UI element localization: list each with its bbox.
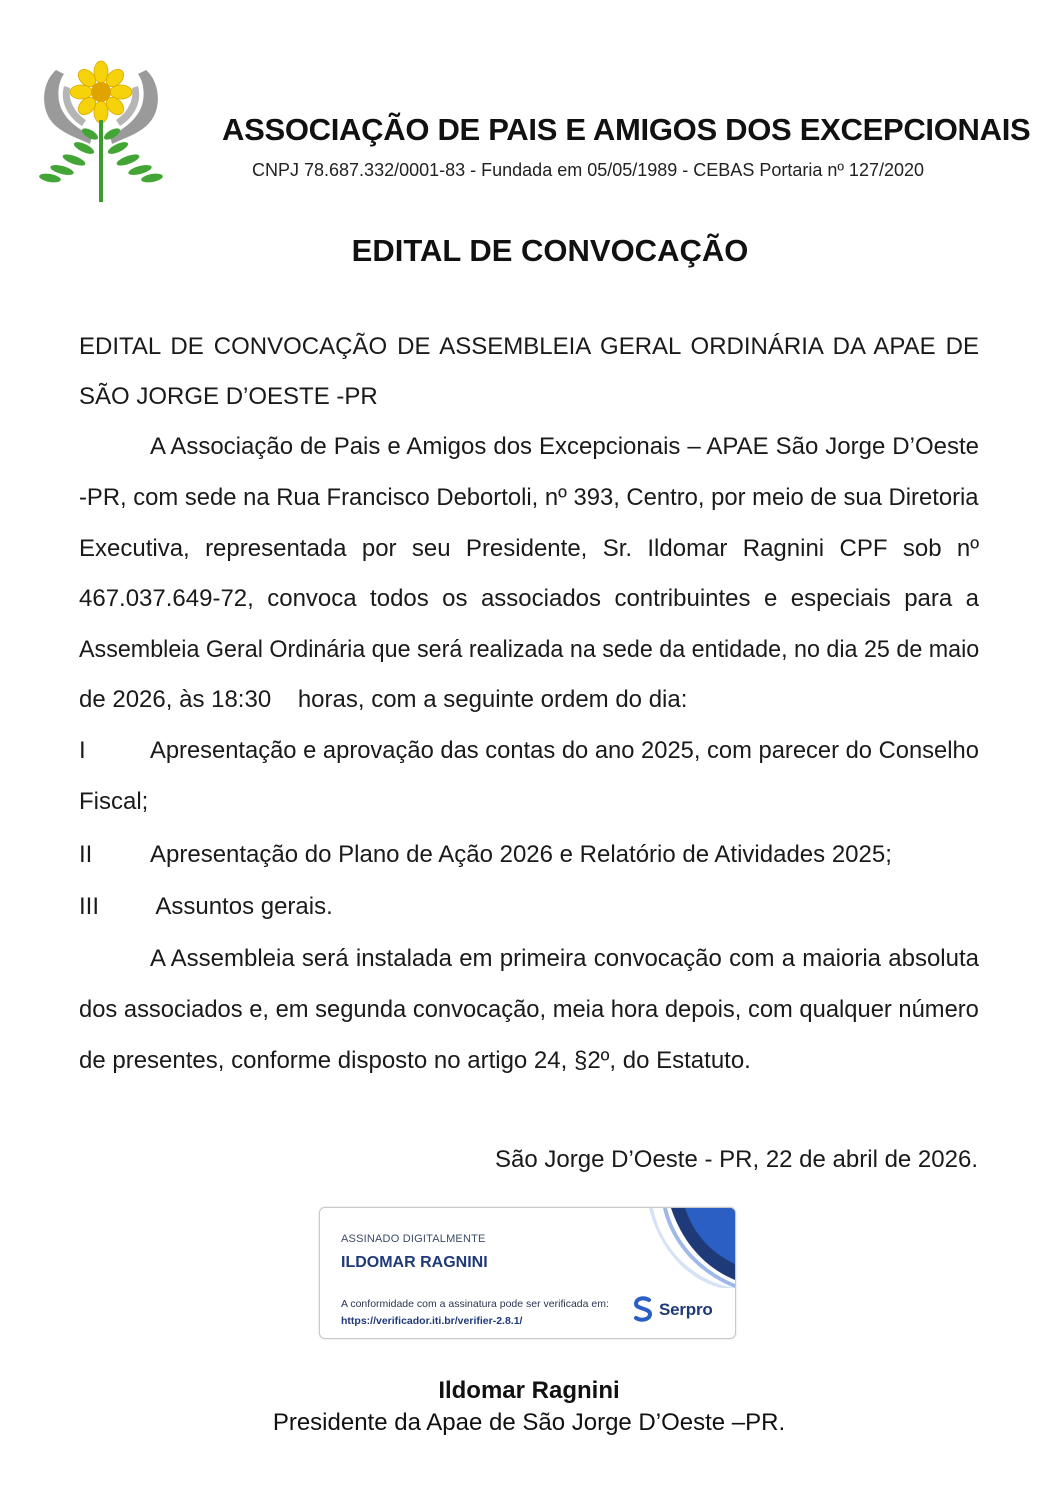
paragraph1-line-5: Assembleia Geral Ordinária que será realizada na sede da entidade, no dia 25 de maio: [79, 636, 980, 663]
serpro-brand-label: Serpro: [659, 1300, 713, 1319]
agenda-item-3: Assuntos gerais.: [150, 893, 333, 920]
subject-line-1: EDITAL DE CONVOCAÇÃO DE ASSEMBLEIA GERAL ORDINÁRIA DA APAE DE: [79, 333, 979, 360]
agenda-numeral-1: I: [79, 737, 86, 764]
signature-verification-link[interactable]: https://verificador.iti.br/verifier-2.8.1/: [341, 1315, 523, 1327]
paragraph1-line-4: 467.037.649-72, convoca todos os associados contribuintes e especiais para a: [79, 585, 979, 612]
paragraph1-line-2: -PR, com sede na Rua Francisco Debortoli, nº 393, Centro, por meio de sua Diretoria: [79, 484, 979, 511]
organization-details: CNPJ 78.687.332/0001-83 - Fundada em 05/05/1989 - CEBAS Portaria nº 127/2020: [252, 160, 925, 180]
signer-role: Presidente da Apae de São Jorge D’Oeste –PR.: [272, 1409, 786, 1436]
signature-verification-note: A conformidade com a assinatura pode ser verificada em:: [341, 1298, 609, 1310]
serpro-logo-icon: [632, 1296, 654, 1322]
document-title: EDITAL DE CONVOCAÇÃO: [351, 233, 749, 268]
paragraph2-line-3: de presentes, conforme disposto no artigo 24, §2º, do Estatuto.: [79, 1047, 751, 1074]
agenda-item-1-continuation: Fiscal;: [79, 788, 149, 815]
paragraph2-line-2: dos associados e, em segunda convocação, meia hora depois, com qualquer número: [79, 996, 979, 1023]
signer-name: Ildomar Ragnini: [438, 1377, 620, 1404]
paragraph1-line-6: de 2026, às 18:30 horas, com a seguinte ordem do dia:: [79, 686, 688, 713]
signature-wave-graphic: [641, 1208, 735, 1288]
subject-line-2: SÃO JORGE D’OESTE -PR: [79, 383, 378, 410]
agenda-numeral-3: III: [79, 893, 100, 920]
paragraph1-line-3: Executiva, representada por seu Presidente, Sr. Ildomar Ragnini CPF sob nº: [79, 535, 979, 562]
agenda-item-2: Apresentação do Plano de Ação 2026 e Relatório de Atividades 2025;: [150, 841, 892, 868]
flower-hands-logo-icon: [34, 60, 168, 204]
agenda-numeral-2: II: [79, 841, 93, 868]
organization-name: ASSOCIAÇÃO DE PAIS E AMIGOS DOS EXCEPCIONAIS: [222, 112, 1031, 147]
digital-signature-stamp: [319, 1207, 736, 1339]
paragraph1-line-1: A Associação de Pais e Amigos dos Excepcionais – APAE São Jorge D’Oeste: [150, 433, 979, 460]
signature-caption: ASSINADO DIGITALMENTE: [341, 1233, 486, 1245]
paragraph2-line-1: A Assembleia será instalada em primeira convocação com a maioria absoluta: [150, 945, 979, 972]
place-and-date: São Jorge D’Oeste - PR, 22 de abril de 2026.: [495, 1146, 978, 1173]
agenda-item-1: Apresentação e aprovação das contas do ano 2025, com parecer do Conselho: [150, 737, 979, 764]
signature-signer-name: ILDOMAR RAGNINI: [341, 1254, 488, 1271]
